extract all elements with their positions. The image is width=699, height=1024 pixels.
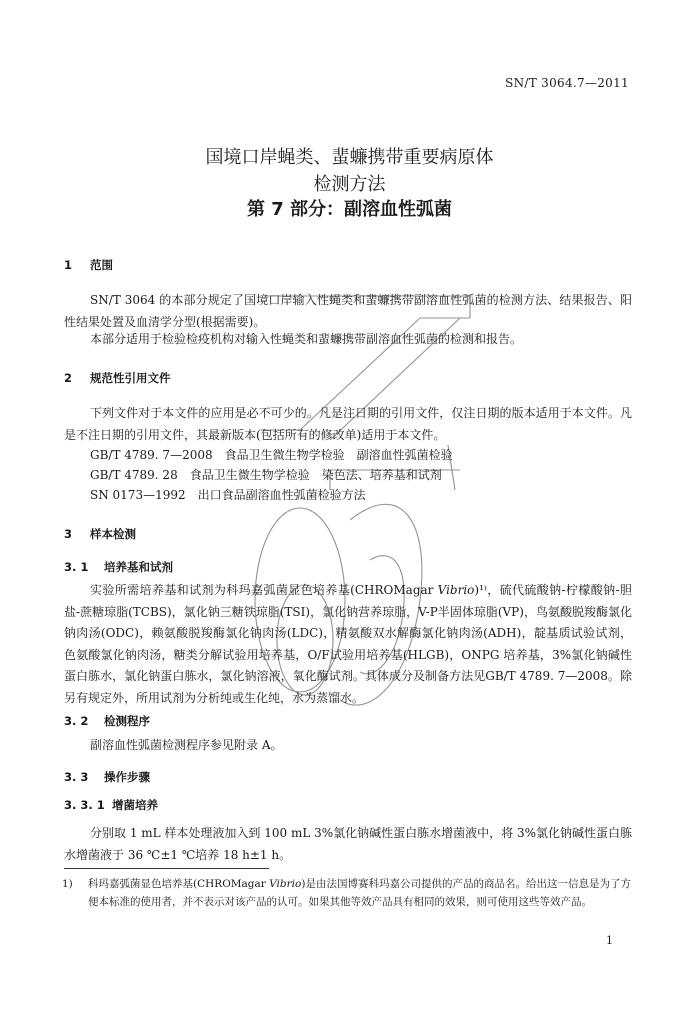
reference-item: GB/T 4789. 28 食品卫生微生物学检验 染色法、培养基和试剂 bbox=[90, 468, 442, 482]
reference-item: SN 0173—1992 出口食品副溶血性弧菌检验方法 bbox=[90, 488, 366, 502]
page-number: 1 bbox=[606, 934, 613, 947]
title-line-2: 检测方法 bbox=[313, 174, 386, 195]
section-number: 3. 3. 1 bbox=[64, 798, 105, 812]
section-title: 规范性引用文件 bbox=[90, 371, 171, 385]
section-title: 增菌培养 bbox=[112, 798, 158, 812]
section-number: 1 bbox=[64, 258, 73, 272]
section-3-3-heading bbox=[64, 769, 150, 785]
section-3-1-heading bbox=[64, 559, 173, 575]
footnote-divider bbox=[64, 868, 269, 869]
section-3-heading bbox=[64, 526, 136, 542]
footnote-italic-text: Vibrio bbox=[269, 878, 302, 890]
section-2-paragraph: 下列文件对于本文件的应用是必不可少的。凡是注日期的引用文件，仅注日期的版本适用于本文件。凡是不注日期的引用文件，其最新版本(包括所有的修改单)适用于本文件。 bbox=[64, 406, 632, 442]
footnote-text: )是由法国博赛科玛嘉公司提供的产品的商品名。给出这一信息是为了方便本标准的使用者，并不表示对该产品的认可。如果其他等效产品具有相同的效果，则可使用这些等效产品。 bbox=[88, 878, 631, 908]
reference-item: GB/T 4789. 7—2008 食品卫生微生物学检验 副溶血性弧菌检验 bbox=[90, 448, 453, 462]
section-title: 范围 bbox=[90, 258, 113, 272]
paragraph-text: )¹⁾，硫代硫酸钠-柠檬酸钠-胆盐-蔗糖琼脂(TCBS)，氯化钠三糖铁琼脂(TSI)，氯化钠营养琼脂，V-P半固体琼脂(VP)，鸟氨酸脱羧酶氯化钠肉汤(ODC)，赖氨酸脱羧酶氯化钠肉汤(LDC)，精氨酸双水解酶氯化钠肉汤(ADH)，靛基质试验试剂，色氨酸氯化钠肉汤，糖类分解试验用培养基，O/F试验用培养基(HLGB)，ONPG 培养基，3%氯化钠碱性蛋白胨水，氯化钠蛋白胨水，氯化钠溶液，氧化酶试剂。具体成分及制备方法见GB/T 4789. 7—2008。除另有规定外，所用试剂为分析纯或生化纯，水为蒸馏水。 bbox=[64, 583, 633, 705]
section-number: 3 bbox=[64, 527, 73, 541]
paragraph-italic-text: Vibrio bbox=[437, 583, 475, 597]
footnote bbox=[62, 875, 632, 911]
section-1-paragraph-1: SN/T 3064 的本部分规定了国境口岸输入性蝇类和蜚蠊携带副溶血性弧菌的检测方法、结果报告、阳性结果处置及血清学分型(根据需要)。 bbox=[64, 293, 632, 329]
paragraph-text: 实验所需培养基和试剂为科玛嘉弧菌显色培养基(CHROMagar bbox=[90, 583, 438, 597]
title-line-1: 国境口岸蝇类、蜚蠊携带重要病原体 bbox=[205, 147, 494, 168]
section-3-2-heading bbox=[64, 713, 150, 729]
section-number: 2 bbox=[64, 371, 73, 385]
section-title: 样本检测 bbox=[90, 527, 136, 541]
section-3-3-1-heading bbox=[64, 797, 158, 813]
section-1-heading bbox=[64, 257, 113, 273]
section-2-heading bbox=[64, 370, 171, 386]
section-number: 3. 2 bbox=[64, 714, 89, 728]
section-3-2-paragraph: 副溶血性弧菌检测程序参见附录 A。 bbox=[90, 738, 283, 752]
section-3-1-paragraph bbox=[64, 580, 632, 709]
footnote-text: 科玛嘉弧菌显色培养基(CHROMagar bbox=[88, 878, 270, 890]
standard-code: SN/T 3064.7—2011 bbox=[505, 76, 629, 90]
section-title: 检测程序 bbox=[104, 714, 150, 728]
footnote-mark: 1) bbox=[62, 878, 73, 890]
section-number: 3. 3 bbox=[64, 770, 89, 784]
section-1-paragraph-2: 本部分适用于检验检疫机构对输入性蝇类和蜚蠊携带副溶血性弧菌的检测和报告。 bbox=[90, 332, 523, 346]
section-3-3-1-paragraph: 分别取 1 mL 样本处理液加入到 100 mL 3%氯化钠碱性蛋白胨水增菌液中，将 3%氯化钠碱性蛋白胨水增菌液于 36 ℃±1 ℃培养 18 h±1 h。 bbox=[64, 826, 633, 862]
title-line-3: 第 7 部分：副溶血性弧菌 bbox=[246, 199, 453, 220]
section-title: 培养基和试剂 bbox=[104, 560, 173, 574]
section-title: 操作步骤 bbox=[104, 770, 150, 784]
section-number: 3. 1 bbox=[64, 560, 89, 574]
